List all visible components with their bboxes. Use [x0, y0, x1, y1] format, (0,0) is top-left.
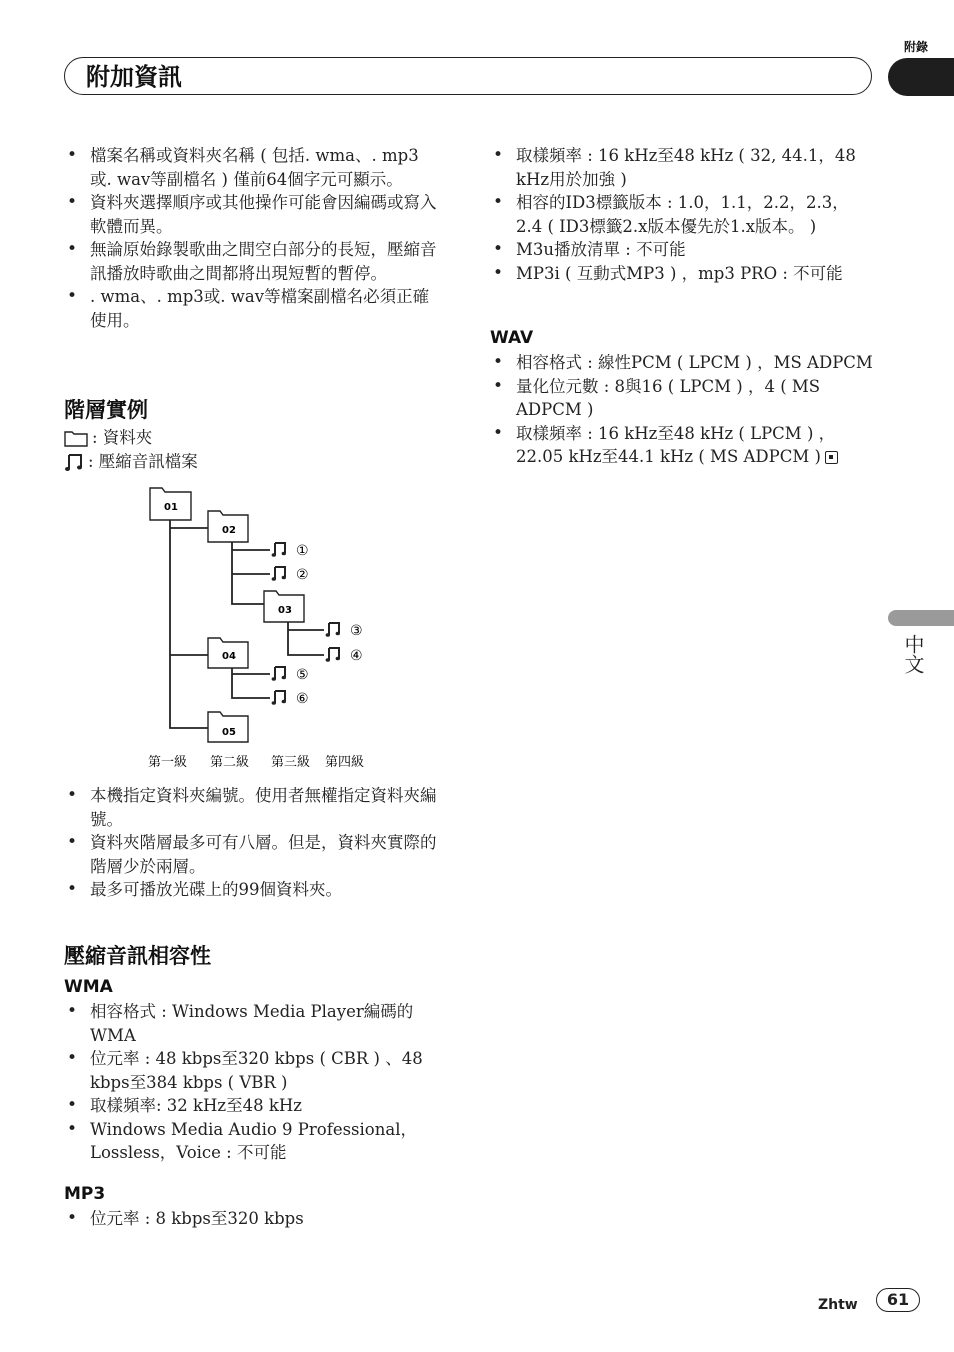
- list-item: • 檔案名稱或資料夾名稱 ( 包括. wma、. mp3或. wav等副檔名 ) 僅前64個字元可顯示。: [64, 144, 440, 191]
- file-2: [272, 567, 309, 583]
- list-item-text: 取樣頻率 : 16 kHz至48 kHz ( LPCM ) ，22.05 kHz至44.1 kHz ( MS ADPCM ): [516, 423, 836, 466]
- file-mark: ④: [350, 648, 363, 664]
- folder-05: [208, 712, 248, 742]
- mp3-heading: MP3: [64, 1184, 106, 1204]
- folder-label: 02: [222, 525, 236, 536]
- file-1: [272, 543, 309, 559]
- page-number: 61: [876, 1288, 920, 1312]
- level-label: 第一級: [148, 755, 188, 770]
- wma-heading: WMA: [64, 977, 113, 997]
- file-3: [326, 623, 363, 639]
- list-item: • Windows Media Audio 9 Professional，Lossless，Voice : 不可能: [64, 1118, 440, 1165]
- wav-bullet-list: [490, 351, 874, 469]
- list-item: • 相容格式 : 線性PCM ( LPCM ) ，MS ADPCM: [490, 351, 874, 375]
- compat-heading: 壓縮音訊相容性: [64, 944, 211, 968]
- list-item: • 量化位元數 : 8與16 ( LPCM ) ，4 ( MS ADPCM ): [490, 375, 874, 422]
- list-item: • M3u播放清單 : 不可能: [490, 238, 874, 262]
- footer-language: Zhtw: [818, 1297, 858, 1313]
- folder-label: 03: [278, 605, 292, 616]
- page-title: 附加資訊: [86, 63, 182, 91]
- folder-02: [208, 511, 248, 542]
- legend-folder-label: : 資料夾: [92, 428, 153, 447]
- hierarchy-legend: [64, 426, 198, 474]
- file-mark: ②: [296, 567, 309, 583]
- list-item: • 資料夾階層最多可有八層。但是，資料夾實際的階層少於兩層。: [64, 831, 440, 878]
- list-item: • 無論原始錄製歌曲之間空白部分的長短，壓縮音訊播放時歌曲之間都將出現短暫的暫停。: [64, 238, 440, 285]
- end-of-section-icon: [825, 451, 838, 464]
- legend-folder: [64, 426, 198, 450]
- folder-label: 04: [222, 651, 236, 662]
- wma-bullet-list: [64, 1000, 440, 1165]
- file-mark: ③: [350, 623, 363, 639]
- level-label: 第三級: [271, 755, 311, 770]
- list-item: • 取樣頻率: 32 kHz至48 kHz: [64, 1094, 440, 1118]
- title-frame: [64, 57, 872, 95]
- file-mark: ⑤: [296, 667, 309, 683]
- music-note-icon: [64, 452, 84, 472]
- folder-label: 01: [164, 502, 178, 513]
- mp3-bullet-list-right: [490, 144, 874, 285]
- list-item: • 位元率 : 48 kbps至320 kbps ( CBR ) 、48 kbps至384 kbps ( VBR ): [64, 1047, 440, 1094]
- language-tab-label: 中文: [901, 634, 925, 674]
- hierarchy-heading: 階層實例: [64, 398, 148, 422]
- file-4: [326, 648, 363, 664]
- legend-file: [64, 450, 198, 474]
- folder-01: [150, 488, 191, 520]
- list-item: • 取樣頻率 : 16 kHz至48 kHz ( 32, 44.1，48 kHz用於加強 ): [490, 144, 874, 191]
- legend-file-label: : 壓縮音訊檔案: [88, 452, 198, 471]
- folder-hierarchy-diagram: [140, 480, 380, 780]
- level-label: 第四級: [325, 755, 365, 770]
- folder-icon: [64, 429, 88, 447]
- folder-03: [264, 591, 304, 622]
- list-item: • 相容格式 : Windows Media Player編碼的WMA: [64, 1000, 440, 1047]
- folder-04: [208, 638, 248, 668]
- intro-bullet-list: [64, 144, 440, 332]
- wav-heading: WAV: [490, 328, 534, 348]
- language-marker: [888, 610, 954, 626]
- list-item: • . wma、. mp3或. wav等檔案副檔名必須正確使用。: [64, 285, 440, 332]
- list-item: • 資料夾選擇順序或其他操作可能會因編碼或寫入軟體而異。: [64, 191, 440, 238]
- list-item: • 最多可播放光碟上的99個資料夾。: [64, 878, 440, 902]
- section-marker: [888, 58, 954, 96]
- mp3-bullet-list-left: [64, 1207, 440, 1231]
- list-item: • MP3i ( 互動式MP3 ) ，mp3 PRO : 不可能: [490, 262, 874, 286]
- list-item: [490, 422, 874, 469]
- file-6: [272, 691, 309, 707]
- file-5: [272, 667, 309, 683]
- folder-label: 05: [222, 727, 236, 738]
- section-tab-label: 附錄: [903, 40, 928, 54]
- list-item: • 位元率 : 8 kbps至320 kbps: [64, 1207, 440, 1231]
- list-item: • 本機指定資料夾編號。使用者無權指定資料夾編號。: [64, 784, 440, 831]
- level-label: 第二級: [210, 755, 250, 770]
- hierarchy-bullet-list: [64, 784, 440, 902]
- file-mark: ①: [296, 543, 309, 559]
- file-mark: ⑥: [296, 691, 309, 707]
- list-item: • 相容的ID3標籤版本 : 1.0，1.1，2.2，2.3，2.4 ( ID3標籤2.x版本優先於1.x版本。 ): [490, 191, 874, 238]
